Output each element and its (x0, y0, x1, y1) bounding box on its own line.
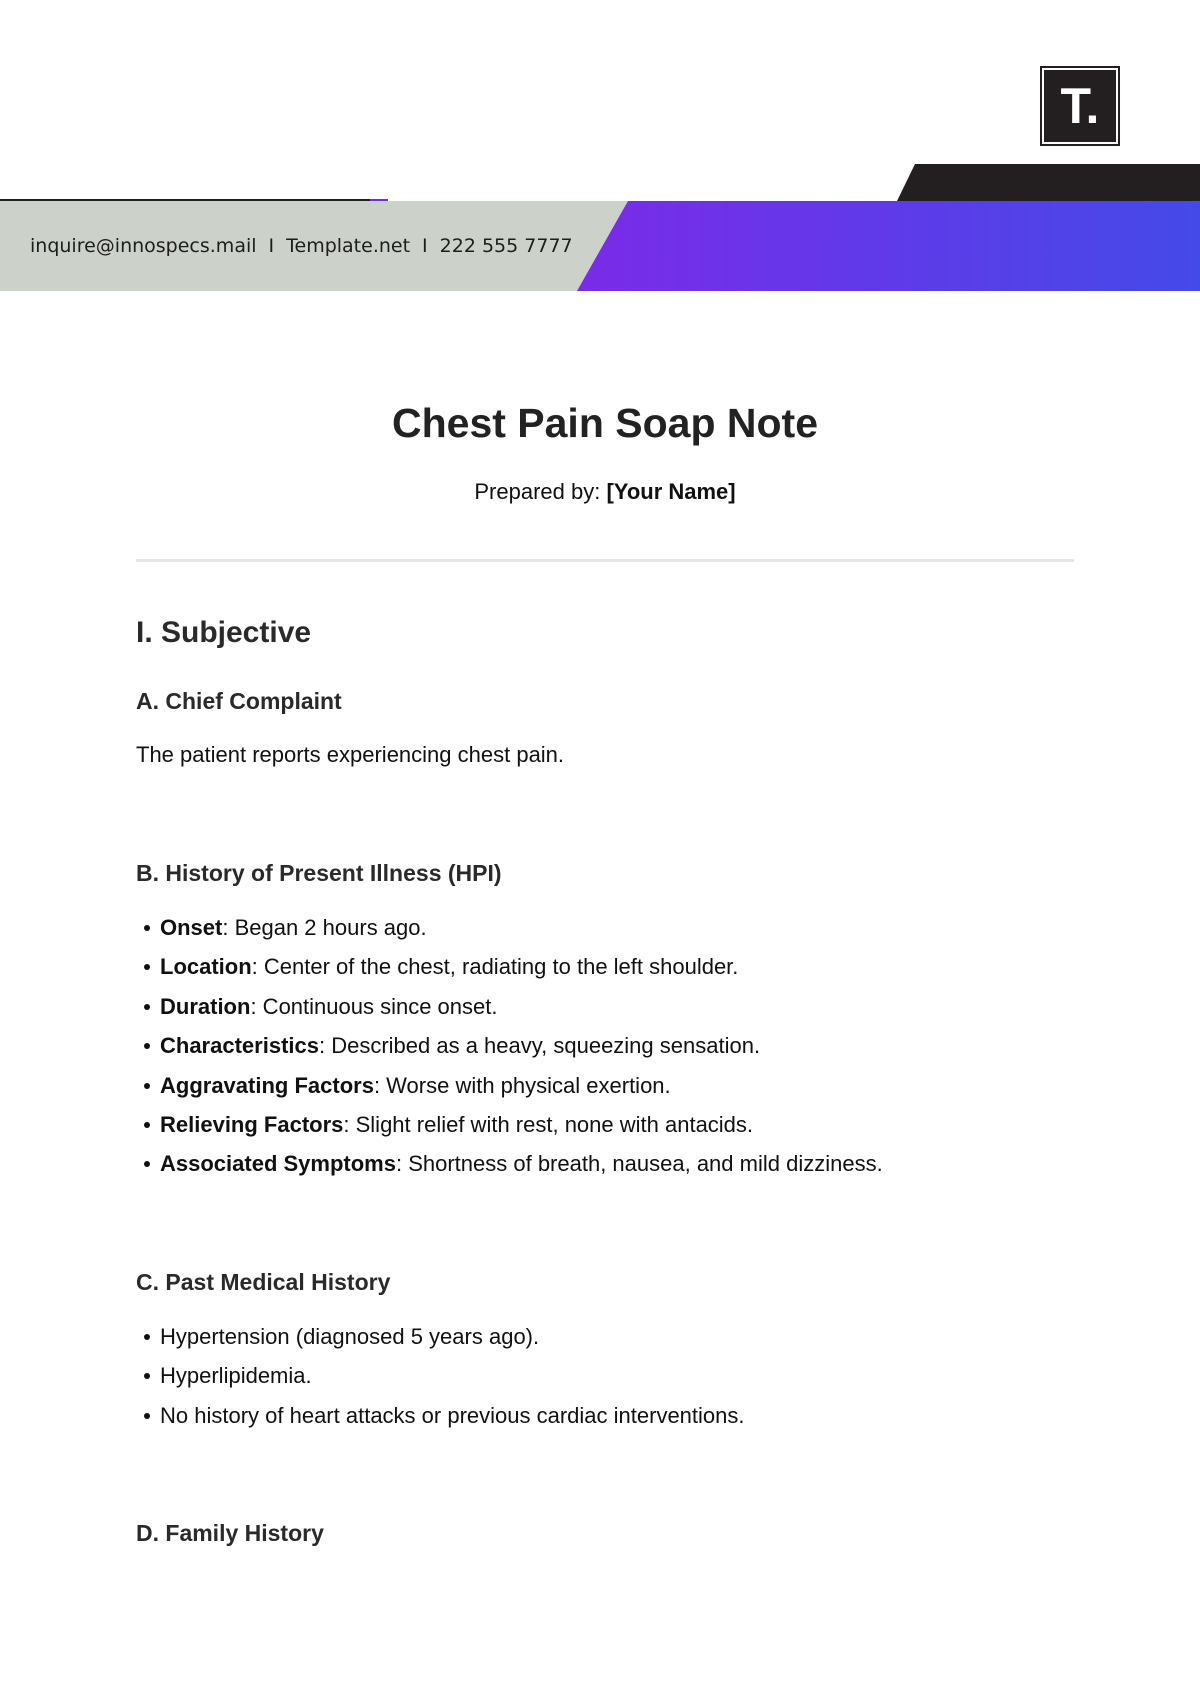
hpi-item-text: : Center of the chest, radiating to the left shoulder. (251, 954, 739, 980)
subsection-heading-chief-complaint: A. Chief Complaint (136, 688, 342, 714)
list-item: Hyperlipidemia. (136, 1356, 745, 1395)
contact-email[interactable]: inquire@innospecs.mail (30, 235, 257, 257)
list-item (136, 987, 883, 1026)
subsection-heading-hpi: B. History of Present Illness (HPI) (136, 860, 502, 886)
hpi-item-label: Characteristics (160, 1033, 319, 1059)
pmh-list (136, 1317, 745, 1435)
list-item (136, 1026, 883, 1065)
hpi-item-text: : Continuous since onset. (250, 993, 498, 1019)
list-item: Hypertension (diagnosed 5 years ago). (136, 1317, 745, 1356)
list-item: No history of heart attacks or previous cardiac interventions. (136, 1396, 745, 1435)
title-divider (136, 559, 1074, 562)
hpi-item-text: : Worse with physical exertion. (373, 1072, 671, 1098)
hpi-item-label: Onset (160, 915, 223, 940)
hpi-item-label: Location (160, 954, 252, 980)
chief-complaint-text: The patient reports experiencing chest pain. (136, 742, 565, 767)
logo-mark: T. (1044, 70, 1116, 142)
prepared-by-label: Prepared by: (474, 479, 601, 504)
contact-website[interactable]: Template.net (286, 235, 411, 257)
document-title: Chest Pain Soap Note (391, 400, 818, 446)
subsection-heading-family-history: D. Family History (136, 1520, 324, 1546)
hpi-item-label: Relieving Factors (160, 1111, 344, 1137)
hpi-item-text: : Began 2 hours ago. (222, 915, 427, 940)
list-item (136, 1066, 883, 1105)
section-heading-subjective: I. Subjective (136, 616, 312, 649)
list-item (136, 1144, 883, 1183)
contact-phone[interactable]: 222 555 7777 (439, 235, 573, 257)
hpi-list (136, 908, 883, 1184)
prepared-by-name: [Your Name] (606, 479, 736, 504)
hpi-item-label: Associated Symptoms (160, 1151, 396, 1177)
hpi-item-text: : Slight relief with rest, none with antacids. (343, 1111, 754, 1137)
gradient-band (577, 201, 1200, 291)
contact-separator: I (422, 235, 428, 257)
hpi-item-text: : Described as a heavy, squeezing sensation. (318, 1033, 761, 1059)
hpi-item-label: Aggravating Factors (160, 1072, 374, 1098)
list-item (136, 1105, 883, 1144)
contact-info (0, 201, 573, 291)
contact-separator: I (268, 235, 275, 257)
hpi-item-label: Duration (160, 993, 251, 1019)
list-item (136, 908, 883, 947)
dark-accent-bar (897, 164, 1200, 201)
subsection-heading-past-medical-history: C. Past Medical History (136, 1269, 391, 1295)
prepared-by (0, 479, 1200, 505)
hpi-item-text: : Shortness of breath, nausea, and mild dizziness. (395, 1151, 883, 1177)
list-item (136, 947, 883, 986)
